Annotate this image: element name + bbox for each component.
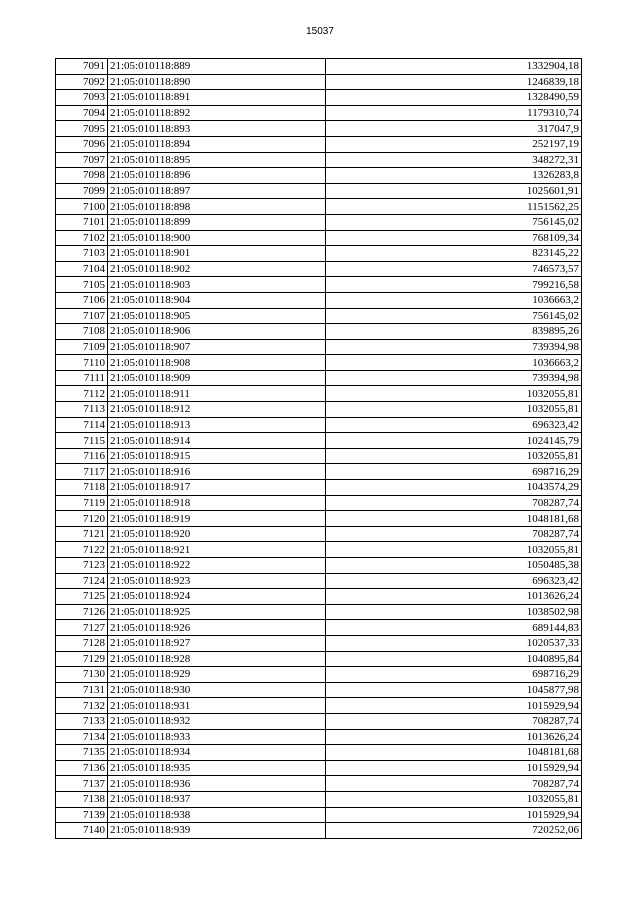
cadastral-number-cell: 21:05:010118:907: [108, 339, 326, 355]
cadastral-number-cell: 21:05:010118:939: [108, 823, 326, 839]
cadastral-number-cell: 21:05:010118:897: [108, 183, 326, 199]
row-number-cell: 7097: [56, 152, 108, 168]
cadastral-number-cell: 21:05:010118:891: [108, 90, 326, 106]
cadastral-value-cell: 839895,26: [326, 324, 582, 340]
table-row: [56, 745, 582, 761]
table-row: [56, 511, 582, 527]
cadastral-value-cell: 746573,57: [326, 261, 582, 277]
cadastral-number-cell: 21:05:010118:922: [108, 558, 326, 574]
table-row: [56, 791, 582, 807]
row-number-cell: 7107: [56, 308, 108, 324]
table-row: [56, 105, 582, 121]
cadastral-number-cell: 21:05:010118:930: [108, 682, 326, 698]
cadastral-value-cell: 720252,06: [326, 823, 582, 839]
cadastral-value-cell: 1048181,68: [326, 745, 582, 761]
cadastral-number-cell: 21:05:010118:912: [108, 402, 326, 418]
cadastral-value-cell: 1036663,2: [326, 292, 582, 308]
cadastral-number-cell: 21:05:010118:933: [108, 729, 326, 745]
cadastral-number-cell: 21:05:010118:904: [108, 292, 326, 308]
cadastral-value-cell: 739394,98: [326, 339, 582, 355]
cadastral-value-cell: 317047,9: [326, 121, 582, 137]
table-row: [56, 713, 582, 729]
table-row: [56, 480, 582, 496]
row-number-cell: 7098: [56, 168, 108, 184]
row-number-cell: 7113: [56, 402, 108, 418]
table-row: [56, 386, 582, 402]
row-number-cell: 7127: [56, 620, 108, 636]
row-number-cell: 7100: [56, 199, 108, 215]
cadastral-number-cell: 21:05:010118:898: [108, 199, 326, 215]
cadastral-number-cell: 21:05:010118:900: [108, 230, 326, 246]
cadastral-number-cell: 21:05:010118:927: [108, 635, 326, 651]
table-row: [56, 448, 582, 464]
cadastral-number-cell: 21:05:010118:903: [108, 277, 326, 293]
cadastral-number-cell: 21:05:010118:923: [108, 573, 326, 589]
cadastral-number-cell: 21:05:010118:920: [108, 526, 326, 542]
table-row: [56, 604, 582, 620]
row-number-cell: 7096: [56, 136, 108, 152]
table-row: [56, 277, 582, 293]
cadastral-number-cell: 21:05:010118:906: [108, 324, 326, 340]
row-number-cell: 7101: [56, 214, 108, 230]
cadastral-value-cell: 1015929,94: [326, 760, 582, 776]
row-number-cell: 7138: [56, 791, 108, 807]
cadastral-value-cell: 1020537,33: [326, 635, 582, 651]
cadastral-number-cell: 21:05:010118:919: [108, 511, 326, 527]
cadastral-number-cell: 21:05:010118:918: [108, 495, 326, 511]
cadastral-number-cell: 21:05:010118:928: [108, 651, 326, 667]
row-number-cell: 7117: [56, 464, 108, 480]
row-number-cell: 7115: [56, 433, 108, 449]
page-number: 15037: [306, 26, 334, 37]
table-row: [56, 807, 582, 823]
table-row: [56, 402, 582, 418]
row-number-cell: 7136: [56, 760, 108, 776]
table-row: [56, 558, 582, 574]
cadastral-number-cell: 21:05:010118:931: [108, 698, 326, 714]
cadastral-number-cell: 21:05:010118:899: [108, 214, 326, 230]
cadastral-value-cell: 1040895,84: [326, 651, 582, 667]
cadastral-value-cell: 1032055,81: [326, 791, 582, 807]
cadastral-number-cell: 21:05:010118:892: [108, 105, 326, 121]
row-number-cell: 7108: [56, 324, 108, 340]
cadastral-number-cell: 21:05:010118:901: [108, 246, 326, 262]
cadastral-value-cell: 696323,42: [326, 417, 582, 433]
row-number-cell: 7106: [56, 292, 108, 308]
cadastral-number-cell: 21:05:010118:908: [108, 355, 326, 371]
row-number-cell: 7123: [56, 558, 108, 574]
cadastral-number-cell: 21:05:010118:925: [108, 604, 326, 620]
cadastral-value-cell: 823145,22: [326, 246, 582, 262]
table-row: [56, 495, 582, 511]
cadastral-number-cell: 21:05:010118:916: [108, 464, 326, 480]
cadastral-value-cell: 689144,83: [326, 620, 582, 636]
table-row: [56, 370, 582, 386]
cadastral-number-cell: 21:05:010118:889: [108, 59, 326, 75]
table-row: [56, 308, 582, 324]
table-body: [56, 59, 582, 839]
table-row: [56, 729, 582, 745]
table-row: [56, 152, 582, 168]
cadastral-number-cell: 21:05:010118:894: [108, 136, 326, 152]
cadastral-value-cell: 708287,74: [326, 776, 582, 792]
row-number-cell: 7095: [56, 121, 108, 137]
row-number-cell: 7104: [56, 261, 108, 277]
row-number-cell: 7110: [56, 355, 108, 371]
row-number-cell: 7140: [56, 823, 108, 839]
cadastral-value-cell: 1032055,81: [326, 542, 582, 558]
cadastral-value-cell: 1246839,18: [326, 74, 582, 90]
table-row: [56, 246, 582, 262]
cadastral-number-cell: 21:05:010118:909: [108, 370, 326, 386]
row-number-cell: 7124: [56, 573, 108, 589]
cadastral-value-cell: 708287,74: [326, 713, 582, 729]
table-row: [56, 573, 582, 589]
cadastral-number-cell: 21:05:010118:914: [108, 433, 326, 449]
row-number-cell: 7120: [56, 511, 108, 527]
cadastral-value-cell: 1013626,24: [326, 729, 582, 745]
row-number-cell: 7130: [56, 667, 108, 683]
table-row: [56, 230, 582, 246]
cadastral-number-cell: 21:05:010118:895: [108, 152, 326, 168]
table-row: [56, 635, 582, 651]
row-number-cell: 7135: [56, 745, 108, 761]
cadastral-number-cell: 21:05:010118:905: [108, 308, 326, 324]
table-row: [56, 776, 582, 792]
row-number-cell: 7122: [56, 542, 108, 558]
row-number-cell: 7125: [56, 589, 108, 605]
cadastral-value-cell: 1013626,24: [326, 589, 582, 605]
cadastral-number-cell: 21:05:010118:932: [108, 713, 326, 729]
cadastral-value-cell: 1048181,68: [326, 511, 582, 527]
table-row: [56, 760, 582, 776]
row-number-cell: 7112: [56, 386, 108, 402]
cadastral-number-cell: 21:05:010118:913: [108, 417, 326, 433]
cadastral-number-cell: 21:05:010118:935: [108, 760, 326, 776]
cadastral-value-cell: 1043574,29: [326, 480, 582, 496]
table-row: [56, 214, 582, 230]
row-number-cell: 7119: [56, 495, 108, 511]
cadastral-number-cell: 21:05:010118:924: [108, 589, 326, 605]
cadastral-number-cell: 21:05:010118:890: [108, 74, 326, 90]
cadastral-number-cell: 21:05:010118:921: [108, 542, 326, 558]
table-row: [56, 667, 582, 683]
row-number-cell: 7105: [56, 277, 108, 293]
row-number-cell: 7094: [56, 105, 108, 121]
table-row: [56, 682, 582, 698]
cadastral-value-cell: 1179310,74: [326, 105, 582, 121]
cadastral-number-cell: 21:05:010118:917: [108, 480, 326, 496]
row-number-cell: 7134: [56, 729, 108, 745]
cadastral-number-cell: 21:05:010118:915: [108, 448, 326, 464]
table-row: [56, 589, 582, 605]
cadastral-value-cell: 768109,34: [326, 230, 582, 246]
table-row: [56, 74, 582, 90]
cadastral-value-cell: 1025601,91: [326, 183, 582, 199]
cadastral-value-cell: 1050485,38: [326, 558, 582, 574]
row-number-cell: 7111: [56, 370, 108, 386]
row-number-cell: 7139: [56, 807, 108, 823]
cadastral-value-cell: 1032055,81: [326, 402, 582, 418]
cadastral-value-cell: 696323,42: [326, 573, 582, 589]
cadastral-number-cell: 21:05:010118:911: [108, 386, 326, 402]
table-row: [56, 526, 582, 542]
cadastral-number-cell: 21:05:010118:938: [108, 807, 326, 823]
table-row: [56, 339, 582, 355]
table-row: [56, 620, 582, 636]
row-number-cell: 7133: [56, 713, 108, 729]
table-row: [56, 433, 582, 449]
row-number-cell: 7091: [56, 59, 108, 75]
table-row: [56, 183, 582, 199]
row-number-cell: 7092: [56, 74, 108, 90]
cadastral-number-cell: 21:05:010118:936: [108, 776, 326, 792]
table-row: [56, 168, 582, 184]
row-number-cell: 7126: [56, 604, 108, 620]
cadastral-value-cell: 799216,58: [326, 277, 582, 293]
row-number-cell: 7129: [56, 651, 108, 667]
table-row: [56, 136, 582, 152]
cadastral-value-cell: 1038502,98: [326, 604, 582, 620]
row-number-cell: 7109: [56, 339, 108, 355]
row-number-cell: 7114: [56, 417, 108, 433]
table-row: [56, 542, 582, 558]
row-number-cell: 7128: [56, 635, 108, 651]
cadastral-value-cell: 1332904,18: [326, 59, 582, 75]
cadastral-value-cell: 708287,74: [326, 495, 582, 511]
table-row: [56, 121, 582, 137]
cadastral-number-cell: 21:05:010118:937: [108, 791, 326, 807]
cadastral-number-cell: 21:05:010118:896: [108, 168, 326, 184]
row-number-cell: 7121: [56, 526, 108, 542]
cadastral-value-cell: 1032055,81: [326, 448, 582, 464]
cadastral-number-cell: 21:05:010118:929: [108, 667, 326, 683]
table-row: [56, 261, 582, 277]
cadastral-number-cell: 21:05:010118:902: [108, 261, 326, 277]
cadastral-number-cell: 21:05:010118:893: [108, 121, 326, 137]
cadastral-value-table: [55, 58, 582, 839]
cadastral-value-cell: 1024145,79: [326, 433, 582, 449]
cadastral-value-cell: 698716,29: [326, 667, 582, 683]
table-row: [56, 823, 582, 839]
row-number-cell: 7102: [56, 230, 108, 246]
table-row: [56, 417, 582, 433]
table-row: [56, 292, 582, 308]
table-row: [56, 59, 582, 75]
cadastral-value-cell: 756145,02: [326, 308, 582, 324]
cadastral-number-cell: 21:05:010118:934: [108, 745, 326, 761]
cadastral-value-cell: 1045877,98: [326, 682, 582, 698]
table-row: [56, 324, 582, 340]
cadastral-value-cell: 348272,31: [326, 152, 582, 168]
row-number-cell: 7103: [56, 246, 108, 262]
cadastral-value-cell: 1328490,59: [326, 90, 582, 106]
table-row: [56, 90, 582, 106]
cadastral-value-cell: 252197,19: [326, 136, 582, 152]
cadastral-value-cell: 1151562,25: [326, 199, 582, 215]
cadastral-value-cell: 1036663,2: [326, 355, 582, 371]
cadastral-value-cell: 1326283,8: [326, 168, 582, 184]
row-number-cell: 7116: [56, 448, 108, 464]
row-number-cell: 7118: [56, 480, 108, 496]
cadastral-value-cell: 1015929,94: [326, 807, 582, 823]
cadastral-value-cell: 1015929,94: [326, 698, 582, 714]
row-number-cell: 7099: [56, 183, 108, 199]
table-row: [56, 464, 582, 480]
row-number-cell: 7093: [56, 90, 108, 106]
table-row: [56, 355, 582, 371]
cadastral-value-cell: 708287,74: [326, 526, 582, 542]
cadastral-value-cell: 756145,02: [326, 214, 582, 230]
cadastral-number-cell: 21:05:010118:926: [108, 620, 326, 636]
cadastral-value-cell: 739394,98: [326, 370, 582, 386]
row-number-cell: 7131: [56, 682, 108, 698]
row-number-cell: 7132: [56, 698, 108, 714]
table-row: [56, 698, 582, 714]
cadastral-value-cell: 1032055,81: [326, 386, 582, 402]
cadastral-value-cell: 698716,29: [326, 464, 582, 480]
table-row: [56, 651, 582, 667]
table-row: [56, 199, 582, 215]
row-number-cell: 7137: [56, 776, 108, 792]
